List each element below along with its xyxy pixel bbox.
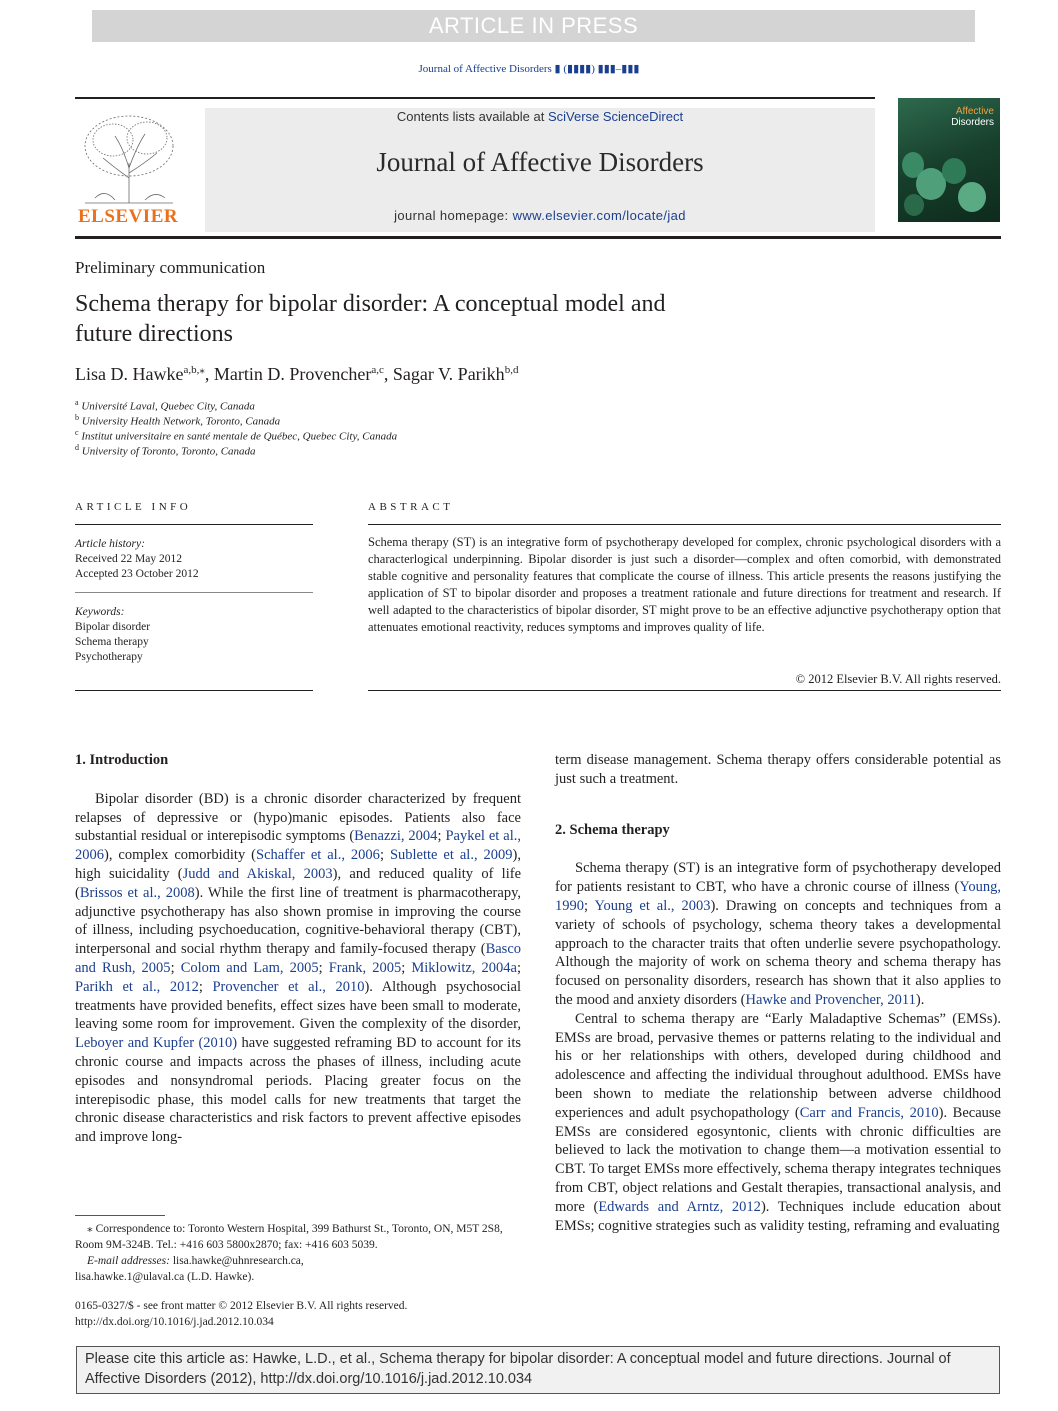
journal-title: Journal of Affective Disorders — [376, 147, 704, 177]
affiliation-marker: a — [75, 398, 79, 407]
section-heading-schema-therapy: 2. Schema therapy — [555, 821, 670, 838]
citation-link[interactable]: Sublette et al., 2009 — [389, 847, 513, 864]
email-addresses[interactable]: lisa.hawke@uhnresearch.ca, — [169, 1255, 304, 1267]
received-date: Received 22 May 2012 — [75, 553, 182, 565]
citation-link[interactable]: Hawke and Provencher, 2011 — [745, 991, 916, 1008]
affiliation-text: Institut universitaire en santé mentale de Québec, Quebec City, Canada — [81, 430, 398, 443]
affiliation-item — [75, 443, 256, 458]
affiliation-item — [75, 428, 397, 443]
affiliation-text: University Health Network, Toronto, Canada — [81, 415, 281, 428]
affiliation-item — [75, 413, 280, 428]
cover-title-line1: Affective — [955, 106, 994, 117]
author-affiliation-sup[interactable]: a,c — [371, 364, 384, 376]
accepted-date: Accepted 23 October 2012 — [75, 568, 199, 580]
paragraph: Central to schema therapy are “Early Maladaptive Schemas” (EMSs). EMSs are broad, pervasive themes or patterns relating to the individual and his or her relationships with others, developed during childhood and adolescence and affecting the individual throughout adulthood. EMSs have been shown to mediate the relationship between adverse childhood experiences and adult psychopathology (Carr and Francis, 2010). Because EMSs are considered egosyntonic, clients with chronic difficulties are believed to lack the motivation to change them—a motivation essential to CBT. To target EMSs more effectively, schema therapy integrates techniques from CBT, object relations and Gestalt therapies, transactional analysis, and more (Edwards and Arntz, 2012). Techniques include education about EMSs; cognitive strategies such as validity testing, reframing and evaluating — [555, 1010, 1001, 1234]
citation-link[interactable]: Provencher et al., 2010 — [212, 978, 365, 995]
contents-line: Contents lists available at SciVerse ScienceDirect — [396, 109, 684, 124]
abstract-rule — [368, 524, 1001, 525]
citation-link[interactable]: Frank, 2005 — [328, 959, 402, 976]
affiliation-marker: d — [75, 443, 79, 452]
right-column — [555, 751, 1001, 1235]
section-heading-introduction: 1. Introduction — [75, 752, 169, 768]
abstract-bottom-rule — [368, 690, 1001, 691]
title-line-2: future directions — [75, 321, 233, 347]
author-separator: , — [204, 364, 214, 384]
keyword-item: Psychotherapy — [75, 651, 143, 663]
keyword-item: Bipolar disorder — [75, 621, 151, 633]
header-bottom-rule — [75, 236, 1001, 239]
article-info-rule — [75, 524, 313, 525]
article-title — [75, 289, 835, 349]
author-affiliation-sup[interactable]: b,d — [504, 364, 519, 376]
author-list — [75, 363, 518, 385]
homepage-link[interactable]: www.elsevier.com/locate/jad — [512, 208, 686, 223]
cover-title-line2: Disorders — [951, 117, 994, 128]
email-footnote — [75, 1253, 521, 1269]
citation-link[interactable]: Young, 1990 — [555, 879, 1001, 914]
citation-link[interactable]: Judd and Akiskal, 2003 — [182, 865, 333, 882]
abstract-text: Schema therapy (ST) is an integrative form of psychotherapy developed for complex, chronic psychological disorders with a characterlogical underpinning. Bipolar disorder is just such a disorder—complex and often comorbid, with demonstrated stable cognitive and personality features that complicate the course of illness. This article presents the reasons justifying the application of ST to bipolar disorder and proposes a treatment rationale and future directions for treatment and research. If well adapted to the characteristics of bipolar disorder, ST might prove to be an effective adjunctive psychotherapy option that attenuates emotional reactivity, reduces symptoms and improves quality of life. — [368, 535, 1001, 634]
copyright-line: © 2012 Elsevier B.V. All rights reserved. — [795, 672, 1001, 686]
citation-link[interactable]: Parikh et al., 2012 — [75, 978, 199, 995]
citation-link[interactable]: Basco and Rush, 2005 — [75, 941, 521, 976]
citation-link[interactable]: Edwards and Arntz, 2012 — [598, 1198, 761, 1215]
affiliation-marker: b — [75, 413, 79, 422]
journal-homepage-line: journal homepage: www.elsevier.com/locate/jad — [394, 208, 686, 223]
sciencedirect-link[interactable]: SciVerse ScienceDirect — [547, 109, 684, 124]
article-in-press-banner: ARTICLE IN PRESS — [92, 10, 975, 42]
journal-cover-thumbnail[interactable] — [898, 98, 1000, 222]
affiliation-item — [75, 398, 255, 413]
citation-link[interactable]: Benazzi, 2004 — [354, 828, 438, 845]
author-name[interactable]: Lisa D. Hawke — [75, 364, 184, 384]
doi-line[interactable]: http://dx.doi.org/10.1016/j.jad.2012.10.034 — [75, 1316, 274, 1328]
history-label: Article history: — [75, 538, 145, 550]
affiliation-marker: c — [75, 428, 79, 437]
journal-issue-line[interactable]: Journal of Affective Disorders ▮ (▮▮▮▮) ▮▮▮–▮▮▮ — [418, 63, 640, 75]
article-info-heading: ARTICLE INFO — [75, 501, 192, 513]
affiliation-text: University of Toronto, Toronto, Canada — [81, 445, 256, 458]
article-info-bottom-rule — [75, 690, 313, 691]
article-type: Preliminary communication — [75, 258, 266, 277]
citation-link[interactable]: Schaffer et al., 2006 — [256, 847, 380, 864]
citation-link[interactable]: Miklowitz, 2004a — [411, 959, 517, 976]
elsevier-logo-text: ELSEVIER — [78, 206, 179, 227]
citation-link[interactable]: Carr and Francis, 2010 — [799, 1104, 939, 1121]
paragraph: term disease management. Schema therapy offers considerable potential as just such a treatment. — [555, 752, 1001, 787]
article-history — [75, 537, 313, 582]
citation-link[interactable]: Colom and Lam, 2005 — [180, 959, 319, 976]
keywords-label: Keywords: — [75, 606, 125, 618]
header-top-rule — [75, 97, 875, 99]
title-line-1: Schema therapy for bipolar disorder: A conceptual model and — [75, 291, 666, 317]
affiliation-text: Université Laval, Quebec City, Canada — [81, 400, 255, 413]
article-info-divider — [75, 592, 313, 593]
citation-link[interactable]: Young et al., 2003 — [594, 897, 711, 914]
author-name[interactable]: Martin D. Provencher — [213, 364, 372, 384]
email-footnote-cont[interactable]: lisa.hawke.1@ulaval.ca (L.D. Hawke). — [75, 1271, 255, 1283]
keywords-block — [75, 605, 313, 665]
citation-link[interactable]: Leboyer and Kupfer (2010) — [75, 1035, 238, 1052]
correspondence-footnote: ⁎ Correspondence to: Toronto Western Hospital, 399 Bathurst St., Toronto, ON, M5T 2S8, Room 9M-324B. Tel.: +416 603 5800x2870; fax: +416 603 5039. — [75, 1223, 503, 1251]
paragraph: Bipolar disorder (BD) is a chronic disorder characterized by frequent relapses of depressive or (hypo)manic episodes. Patients also face substantial residual or interepisodic symptoms (Benazzi, 2004; Paykel et al., 2006), complex comorbidity (Schaffer et al., 2006; Sublette et al., 2009), high suicidality (Judd and Akiskal, 2003), and reduced quality of life (Brissos et al., 2008). While the first line of treatment is pharmacotherapy, adjunctive psychotherapy has also shown promise in improving the course of illness, including psychoeducation, cognitive-behavioral therapy (CBT), interpersonal and social rhythm therapy and family-focused therapy (Basco and Rush, 2005; Colom and Lam, 2005; Frank, 2005; Miklowitz, 2004a; Parikh et al., 2012; Provencher et al., 2010). Although psychosocial treatments have provided benefits, effect sizes have been small to moderate, leaving some room for improvement. Given the complexity of the disorder, Leboyer and Kupfer (2010) have suggested reframing BD to account for its chronic course and impacts across the phases of illness, including acute episodes and nonsyndromal periods. Placing greater focus on the interepisodic phase, this model calls for new treatments that target the chronic disease characteristics and risk factors to prevent affective episodes and improve long- — [75, 790, 522, 1146]
author-name[interactable]: Sagar V. Parikh — [392, 364, 505, 384]
footnote-rule — [75, 1215, 165, 1216]
citation-link[interactable]: Paykel et al., 2006 — [75, 828, 522, 864]
paragraph: Schema therapy (ST) is an integrative form of psychotherapy developed for patients resistant to CBT, who have a chronic course of illness (Young, 1990; Young et al., 2003). Drawing on concepts and techniques from a variety of schools of psychology, schema theory takes a developmental approach to the character traits that often underlie severe psychopathology. Although the majority of work on schema theory and schema therapy has focused on personality disorders, research has shown that it also applies to the mood and anxiety disorders (Hawke and Provencher, 2011). — [555, 860, 1001, 1008]
left-column — [75, 751, 521, 1147]
email-label: E-mail addresses: — [87, 1255, 170, 1267]
citation-box[interactable]: Please cite this article as: Hawke, L.D., et al., Schema therapy for bipolar disorder: A conceptual model and future directions. Journal of Affective Disorders (2012), http://dx.doi.org/10.1016/j.jad.2012.10.034 — [76, 1346, 1000, 1394]
keyword-item: Schema therapy — [75, 636, 149, 648]
abstract-heading: ABSTRACT — [368, 501, 454, 513]
citation-link[interactable]: Brissos et al., 2008 — [79, 884, 195, 901]
author-separator: , — [383, 364, 393, 384]
author-affiliation-sup[interactable]: a,b,⁎ — [183, 364, 205, 376]
issn-line: 0165-0327/$ - see front matter © 2012 Elsevier B.V. All rights reserved. — [75, 1300, 408, 1312]
